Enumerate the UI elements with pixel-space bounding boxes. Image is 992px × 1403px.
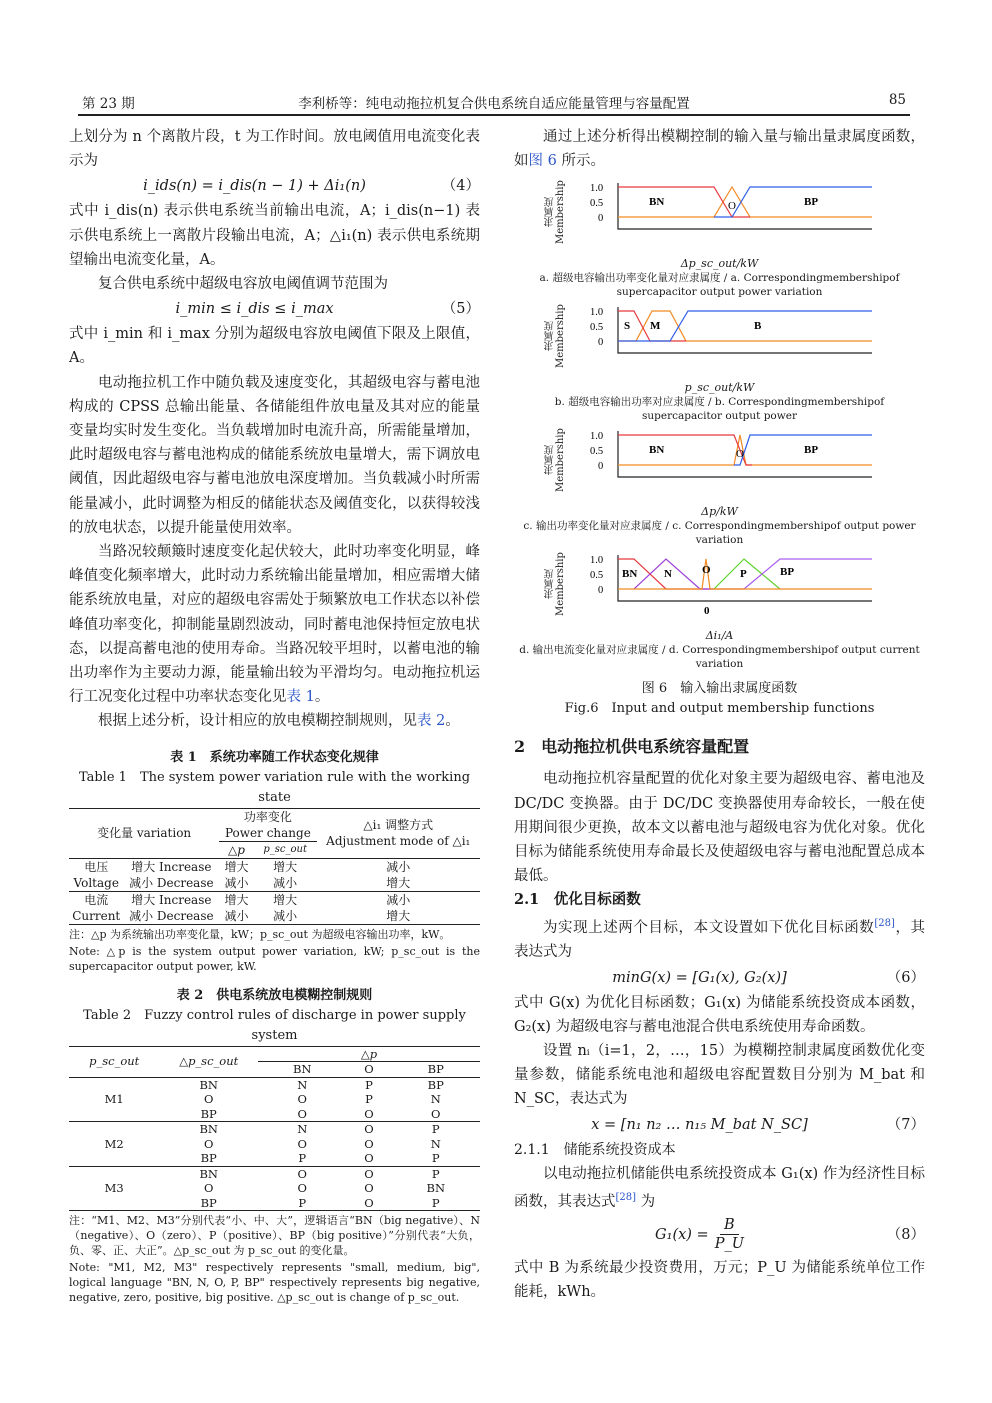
chart-a: 隶属度 Membership 1.0 0.5 0 BN O BP Δp_sc_out/kW a. 超级电容输出功率变化量对应隶属度 / a. Correspondingmembershipof supercapacitor output power variation	[539, 180, 900, 299]
issue-number: 第 23 期	[82, 96, 135, 112]
svg-text:M: M	[650, 320, 661, 333]
citation-link[interactable]: [28]	[874, 918, 895, 930]
paragraph: 设置 nᵢ（i=1，2，…，15）为模糊控制隶属度函数优化变量参数，储能系统电池和超级电容配置数目分别为 M_bat 和 N_SC，表达式为	[514, 1043, 925, 1108]
table-2-caption-en: Table 2 Fuzzy control rules of discharge in power supply system	[83, 1007, 466, 1043]
svg-text:BN: BN	[649, 444, 665, 457]
paragraph: 式中 i_min 和 i_max 分别为超级电容放电阈值下限及上限值，A。	[69, 326, 480, 367]
svg-text:BN: BN	[649, 196, 665, 209]
svg-text:S: S	[624, 320, 631, 333]
svg-text:0: 0	[598, 337, 604, 349]
page-number: 85	[888, 92, 906, 108]
svg-text:O: O	[728, 200, 736, 213]
running-header	[78, 92, 910, 116]
table-1-caption-cn: 表 1 系统功率随工作状态变化规律	[170, 749, 379, 765]
chart-c: 隶属度 Membership 1.0 0.5 0 BN O BP Δp/kW c. 输出功率变化量对应隶属度 / c. Correspondingmembershipof output power variation	[523, 428, 916, 547]
paragraph: 式中 G(x) 为优化目标函数；G₁(x) 为储能系统投资成本函数，G₂(x) 为超级电容与蓄电池混合供电系统使用寿命函数。	[514, 994, 925, 1035]
paragraph: 根据上述分析，设计相应的放电模糊控制规则，见表 2。	[98, 713, 460, 730]
equation-6: minG(x) = [G₁(x), G₂(x)] （6）	[612, 969, 925, 986]
table-2-caption-cn: 表 2 供电系统放电模糊控制规则	[176, 987, 373, 1003]
svg-text:0: 0	[598, 213, 604, 225]
svg-text:0: 0	[598, 585, 604, 597]
equation-8: G₁(x) = $\frac{B}{P\_U}$ （8）	[655, 1217, 925, 1253]
svg-text:0: 0	[598, 461, 604, 473]
svg-text:O: O	[736, 448, 744, 461]
table-2-note-en: Note: "M1, M2, M3" respectively represents "small, medium, big", logical language "BN, N, O, P, BP" respectively represents big negative, negative, zero, positive, big positive. △p_sc_out is change of p_sc_out.	[69, 1261, 480, 1305]
svg-text:0.5: 0.5	[590, 198, 604, 210]
figure-6-caption-en: Fig.6 Input and output membership functions	[564, 701, 875, 717]
paragraph: 当路况较颠簸时速度变化起伏较大，此时功率变化明显，峰峰值变化频率增大，此时动力系统输出能量增加，相应需增大储能系统放电量，对应的超级电容需处于频繁放电工作状态以补偿峰值功率变化，抑制能量剧烈波动，同时蓄电池保持恒定放电状态，以提高蓄电池的使用寿命。当路况较平坦时，以蓄电池的输出功率作为主要动力源，能量输出较为平滑均匀。电动拖拉机运行工况变化过程中功率状态变化见表 1。	[69, 544, 480, 706]
paragraph: 电动拖拉机容量配置的优化对象主要为超级电容、蓄电池及 DC/DC 变换器。由于 DC/DC 变换器使用寿命较长，一般在使用期间很少更换，故本文以蓄电池与超级电容为优化对象。优化目标为储能系统使用寿命最长及使超级电容与蓄电池配置总成本最低。	[514, 771, 925, 885]
figure-6	[514, 179, 925, 719]
svg-text:BP: BP	[804, 196, 819, 209]
paragraph: 式中 i_dis(n) 表示供电系统当前输出电流，A；i_dis(n−1) 表示供电系统上一离散片段输出电流，A；△i₁(n) 表示供电系统期望输出电流变化量，A。	[69, 203, 480, 268]
section-heading-2-1-1: 2.1.1 储能系统投资成本	[514, 1141, 676, 1158]
table-row: Current 减小 Decrease 减小 减小 增大	[72, 908, 411, 923]
svg-text:N: N	[664, 568, 672, 581]
paragraph: 电动拖拉机工作中随负载及速度变化，其超级电容与蓄电池构成的 CPSS 总输出能量、各储能组件放电量及其对应的能量变量均实时发生变化。当负载增加时电流升高，所需能量增加，此时超级电容与蓄电池构成的储能系统放电量增大，需下调放电阈值，因此超级电容与蓄电池放电深度增加。当负载减小时所需能量减小，此时调整为相反的储能状态及阈值变化，以获得较浅的放电状态，以提升能量使用效率。	[69, 374, 480, 536]
chart-d: 隶属度 Membership 1.0 0.5 0 BN N O P BP 0 Δi₁/A d. 输出电流变化量对应隶属度 / d. Correspondingmembershipof output current variation	[519, 552, 920, 671]
table-1-note-cn: 注：△p 为系统输出功率变化量，kW；p_sc_out 为超级电容输出功率，kW。	[69, 927, 451, 941]
right-column	[514, 125, 925, 1304]
membership-plot-c	[554, 427, 884, 493]
svg-text:BP: BP	[780, 566, 795, 579]
left-column	[69, 125, 480, 1305]
table-1-link[interactable]: 表 1	[286, 689, 315, 706]
table-row: Voltage 减小 Decrease 减小 减小 增大	[69, 875, 480, 892]
chart-b: 隶属度 Membership 1.0 0.5 0 S M B p_sc_out/kW b. 超级电容输出功率对应隶属度 / b. Correspondingmembershipof supercapacitor output power	[545, 304, 885, 423]
citation-link[interactable]: [28]	[615, 1191, 637, 1203]
membership-plot-b	[554, 303, 884, 369]
table-row: 电压 增大 Increase 增大 增大 减小	[84, 859, 411, 874]
paragraph: 上划分为 n 个离散片段，t 为工作时间。放电阈值用电流变化表示为	[69, 129, 480, 170]
table-1-caption-en: Table 1 The system power variation rule with the working state	[78, 769, 471, 805]
table-2-link[interactable]: 表 2	[417, 713, 446, 730]
table-2: 表 2 供电系统放电模糊控制规则 Table 2 Fuzzy control rules of discharge in power supply system p_sc_out △p_sc_out △p BN O BP M1 BN N P BP O O P N BP O O O M2 BN N O P O O O N BP P O P M3 BN O O P O O O BN BP P O P 注：“M1、M2、M3”分别代表“小、中、大”，逻辑语言“BN（big negative）、N（negative）、O（zero）、P（positive）、BP（big positive）”分别代表“大负，负、零、正、大正”。△p_sc_out 为 p_sc_out 的变化量。 Note: "M1, M2, M3" respectively represents "small, medium, big", logical language "BN, N, O, P, BP" respectively represents big negative, negative, zero, positive, big positive. △p_sc_out is change of p_sc_out.	[69, 987, 480, 1305]
figure-6-caption-cn: 图 6 输入输出隶属度函数	[641, 681, 798, 697]
section-heading-2-1: 2.1 优化目标函数	[514, 891, 641, 909]
svg-text:1.0: 1.0	[590, 307, 604, 319]
svg-text:1.0: 1.0	[590, 183, 604, 195]
table-row: 电流 增大 Increase 增大 增大 减小	[84, 892, 411, 907]
paragraph: 复合供电系统中超级电容放电阈值调节范围为	[98, 276, 388, 293]
svg-text:O: O	[702, 564, 711, 577]
svg-text:0.5: 0.5	[590, 446, 604, 458]
paragraph: 式中 B 为系统最少投资费用，万元；P_U 为储能系统单位工作能耗，kWh。	[514, 1259, 925, 1301]
equation-5: i_min ≤ i_dis ≤ i_max （5）	[175, 301, 480, 318]
svg-text:1.0: 1.0	[590, 431, 604, 443]
figure-6-link[interactable]: 图 6	[528, 153, 557, 170]
paragraph: 以电动拖拉机储能供电系统投资成本 G₁(x) 作为经济性目标函数，其表达式[28] 为	[514, 1165, 925, 1210]
membership-plot-a	[554, 179, 884, 245]
paragraph: 为实现上述两个目标，本文设置如下优化目标函数[28]，其表达式为	[514, 918, 926, 961]
svg-text:0.5: 0.5	[590, 322, 604, 334]
equation-4: i_ids(n) = i_dis(n − 1) + Δi₁(n) （4）	[143, 178, 480, 195]
svg-text:BN: BN	[622, 568, 638, 581]
svg-text:0: 0	[704, 605, 710, 618]
table-1: 表 1 系统功率随工作状态变化规律 Table 1 The system power variation rule with the working state 变化量 variation 功率变化 Power change △i₁ 调整方式 Adjustment mode of △i₁ △p p_sc_out 电压 增大 Increase 增大 增大 减小 Voltage 减小 Decrease 减小 减小 增大 电流 增大 Increase 增大 增大 减小 Current 减小 Decrease 减小 减小 增大 注：△p 为系统输出功率变化量，kW；p_sc_out 为超级电容输出功率，kW。 Note: △p is the system output power variation, kW; p_sc_out is the supercapacitor output power, kW.	[69, 749, 480, 973]
svg-text:BP: BP	[804, 444, 819, 457]
membership-plot-d	[554, 551, 884, 617]
svg-text:1.0: 1.0	[590, 555, 604, 567]
running-title: 李利桥等：纯电动拖拉机复合供电系统自适应能量管理与容量配置	[298, 96, 690, 112]
svg-text:B: B	[754, 320, 762, 333]
table-2-note-cn: 注：“M1、M2、M3”分别代表“小、中、大”，逻辑语言“BN（big negative）、N（negative）、O（zero）、P（positive）、BP（big positive）”分别代表“大负，负、零、正、大正”。△p_sc_out 为 p_sc_out 的变化量。	[69, 1214, 480, 1258]
table-1-note-en: Note: △p is the system output power variation, kW; p_sc_out is the supercapacitor output power, kW.	[69, 944, 480, 973]
svg-text:P: P	[740, 568, 747, 581]
equation-7: x = [n₁ n₂ … n₁₅ M_bat N_SC] （7）	[591, 1116, 925, 1133]
svg-text:0.5: 0.5	[590, 570, 604, 582]
paragraph: 通过上述分析得出模糊控制的输入量与输出量隶属度函数，如图 6 所示。	[514, 129, 925, 170]
section-heading-2: 2 电动拖拉机供电系统容量配置	[514, 737, 750, 757]
